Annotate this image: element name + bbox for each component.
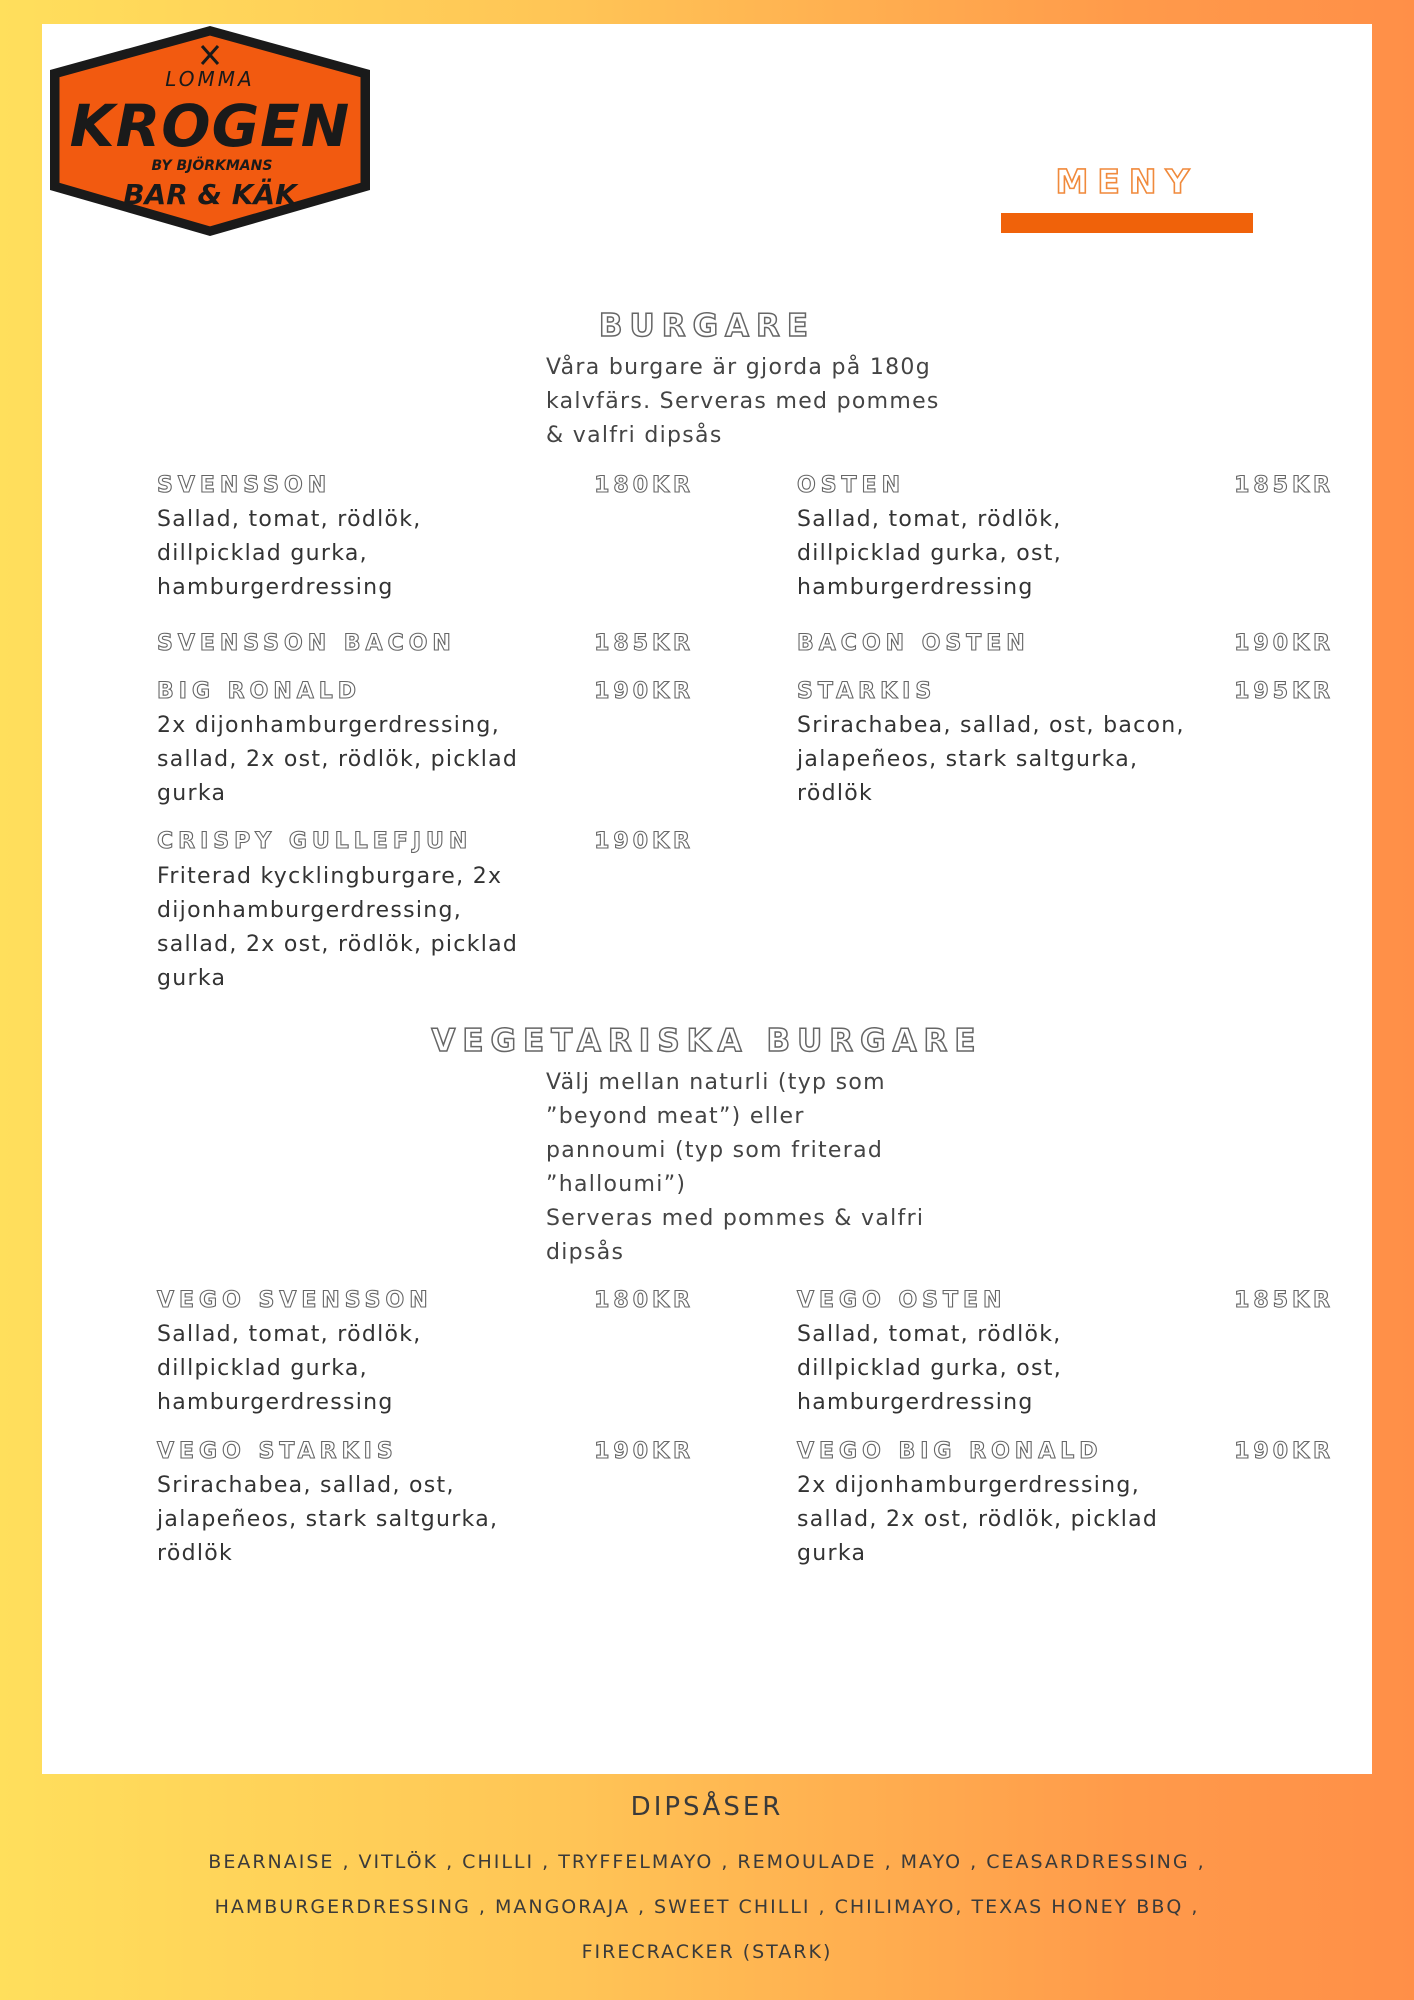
menu-title: MENY <box>1055 162 1199 201</box>
item-price-vego-osten: 185KR <box>1234 1288 1334 1313</box>
item-desc-vego-svensson: Sallad, tomat, rödlök, dillpicklad gurka, hamburgerdressing <box>157 1322 422 1415</box>
item-name-vego-starkis: VEGO STARKIS <box>157 1439 398 1464</box>
item-price-crispy-gullefjun: 190KR <box>594 829 694 854</box>
logo-sub-text: BY BJÖRKMANS <box>151 158 273 174</box>
item-name-starkis: STARKIS <box>797 679 937 704</box>
item-name-vego-big-ronald: VEGO BIG RONALD <box>797 1439 1103 1464</box>
item-price-vego-starkis: 190KR <box>594 1439 694 1464</box>
dips-title: DIPSÅSER <box>630 1792 784 1822</box>
item-name-svensson-bacon: SVENSSON BACON <box>157 631 456 656</box>
logo-top-text: LOMMA <box>165 67 255 91</box>
item-desc-vego-starkis: Srirachabea, sallad, ost, jalapeñeos, stark saltgurka, rödlök <box>157 1473 499 1566</box>
item-price-vego-svensson: 180KR <box>594 1288 694 1313</box>
item-name-osten: OSTEN <box>797 473 905 498</box>
section-desc-burgare: Våra burgare är gjorda på 180g kalvfärs. Serveras med pommes & valfri dipsås <box>546 355 940 448</box>
dips-line-2: HAMBURGERDRESSING , MANGORAJA , SWEET CHILLI , CHILIMAYO, TEXAS HONEY BBQ , <box>214 1896 1200 1918</box>
item-price-big-ronald: 190KR <box>594 679 694 704</box>
item-desc-big-ronald: 2x dijonhamburgerdressing, sallad, 2x ost, rödlök, picklad gurka <box>157 713 519 806</box>
item-price-svensson-bacon: 185KR <box>594 631 694 656</box>
item-price-svensson: 180KR <box>594 473 694 498</box>
section-title-vego: VEGETARISKA BURGARE <box>431 1023 983 1059</box>
dips-line-1: BEARNAISE , VITLÖK , CHILLI , TRYFFELMAYO , REMOULADE , MAYO , CEASARDRESSING , <box>208 1851 1206 1873</box>
section-title-burgare: BURGARE <box>598 308 816 344</box>
item-desc-starkis: Srirachabea, sallad, ost, bacon, jalapeñeos, stark saltgurka, rödlök <box>797 713 1185 806</box>
item-name-big-ronald: BIG RONALD <box>157 679 362 704</box>
item-desc-osten: Sallad, tomat, rödlök, dillpicklad gurka, ost, hamburgerdressing <box>797 507 1062 600</box>
item-price-bacon-osten: 190KR <box>1234 631 1334 656</box>
item-desc-vego-big-ronald: 2x dijonhamburgerdressing, sallad, 2x ost, rödlök, picklad gurka <box>797 1473 1159 1566</box>
item-name-bacon-osten: BACON OSTEN <box>797 631 1030 656</box>
item-desc-svensson: Sallad, tomat, rödlök, dillpicklad gurka, hamburgerdressing <box>157 507 422 600</box>
item-desc-vego-osten: Sallad, tomat, rödlök, dillpicklad gurka, ost, hamburgerdressing <box>797 1322 1062 1415</box>
krogen-logo <box>40 20 380 242</box>
item-price-starkis: 195KR <box>1234 679 1334 704</box>
section-desc-vego: Välj mellan naturli (typ som ”beyond meat”) eller pannoumi (typ som friterad ”halloumi”) Serveras med pommes & valfri dipsås <box>546 1070 925 1265</box>
item-desc-crispy-gullefjun: Friterad kycklingburgare, 2x dijonhamburgerdressing, sallad, 2x ost, rödlök, picklad gurka <box>157 864 519 991</box>
dips-line-3: FIRECRACKER (STARK) <box>581 1941 833 1963</box>
item-name-vego-osten: VEGO OSTEN <box>797 1288 1007 1313</box>
item-name-vego-svensson: VEGO SVENSSON <box>157 1288 433 1313</box>
item-price-osten: 185KR <box>1234 473 1334 498</box>
logo-main-text: KROGEN <box>69 92 351 160</box>
item-name-svensson: SVENSSON <box>157 473 332 498</box>
menu-title-underline <box>1001 213 1253 233</box>
item-name-crispy-gullefjun: CRISPY GULLEFJUN <box>157 829 473 854</box>
logo-bottom-text: BAR & KÄK <box>123 178 297 211</box>
item-price-vego-big-ronald: 190KR <box>1234 1439 1334 1464</box>
